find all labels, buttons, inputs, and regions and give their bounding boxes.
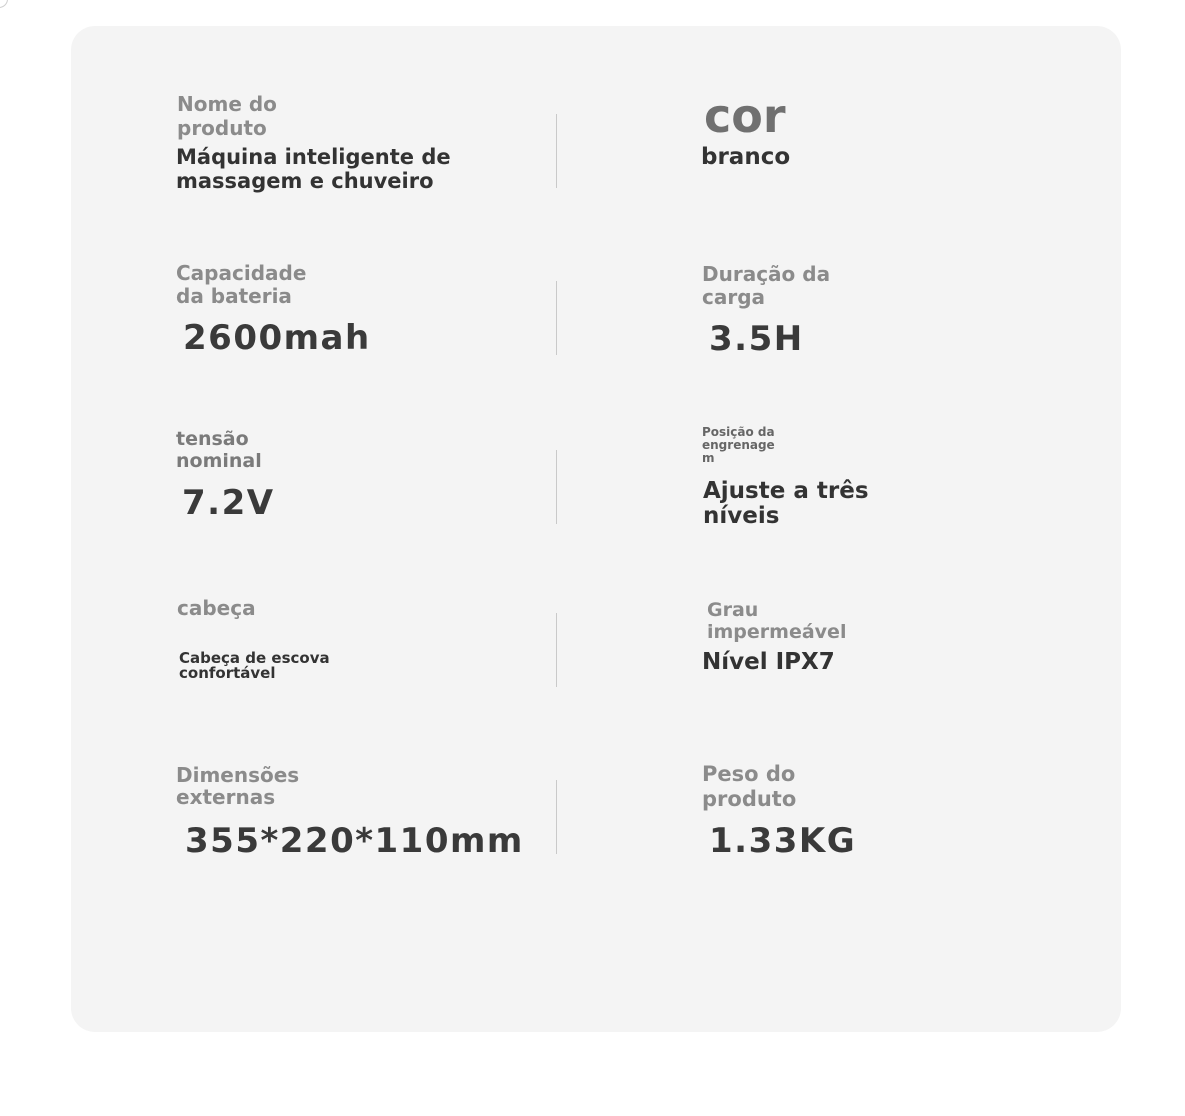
product-name-value: Máquina inteligente de massagem e chuveiro bbox=[176, 145, 451, 193]
row-divider bbox=[556, 281, 557, 355]
weight-value: 1.33KG bbox=[709, 821, 857, 861]
product-name-label: Nome do produto bbox=[177, 92, 277, 140]
color-value: branco bbox=[701, 144, 791, 170]
row-divider bbox=[556, 114, 557, 188]
gear-value: Ajuste a três níveis bbox=[703, 478, 869, 529]
charge-time-value: 3.5H bbox=[709, 319, 804, 359]
gear-label: Posição da engrenage m bbox=[702, 425, 775, 465]
battery-label: Capacidade da bateria bbox=[176, 261, 307, 308]
waterproof-value: Nível IPX7 bbox=[702, 649, 835, 675]
row-divider bbox=[556, 450, 557, 524]
waterproof-label: Grau impermeável bbox=[707, 599, 847, 643]
weight-label: Peso do produto bbox=[702, 762, 797, 811]
voltage-label: tensão nominal bbox=[176, 428, 262, 472]
battery-value: 2600mah bbox=[183, 318, 371, 358]
charge-time-label: Duração da carga bbox=[702, 262, 831, 309]
row-divider bbox=[556, 780, 557, 854]
row-divider bbox=[556, 613, 557, 687]
head-value: Cabeça de escova confortável bbox=[179, 649, 330, 682]
voltage-value: 7.2V bbox=[182, 483, 275, 523]
dimensions-value: 355*220*110mm bbox=[185, 821, 524, 861]
dimensions-label: Dimensões externas bbox=[176, 763, 300, 809]
color-label: cor bbox=[704, 89, 786, 143]
corner-circle-decoration bbox=[0, 0, 8, 8]
head-label: cabeça bbox=[177, 596, 256, 620]
